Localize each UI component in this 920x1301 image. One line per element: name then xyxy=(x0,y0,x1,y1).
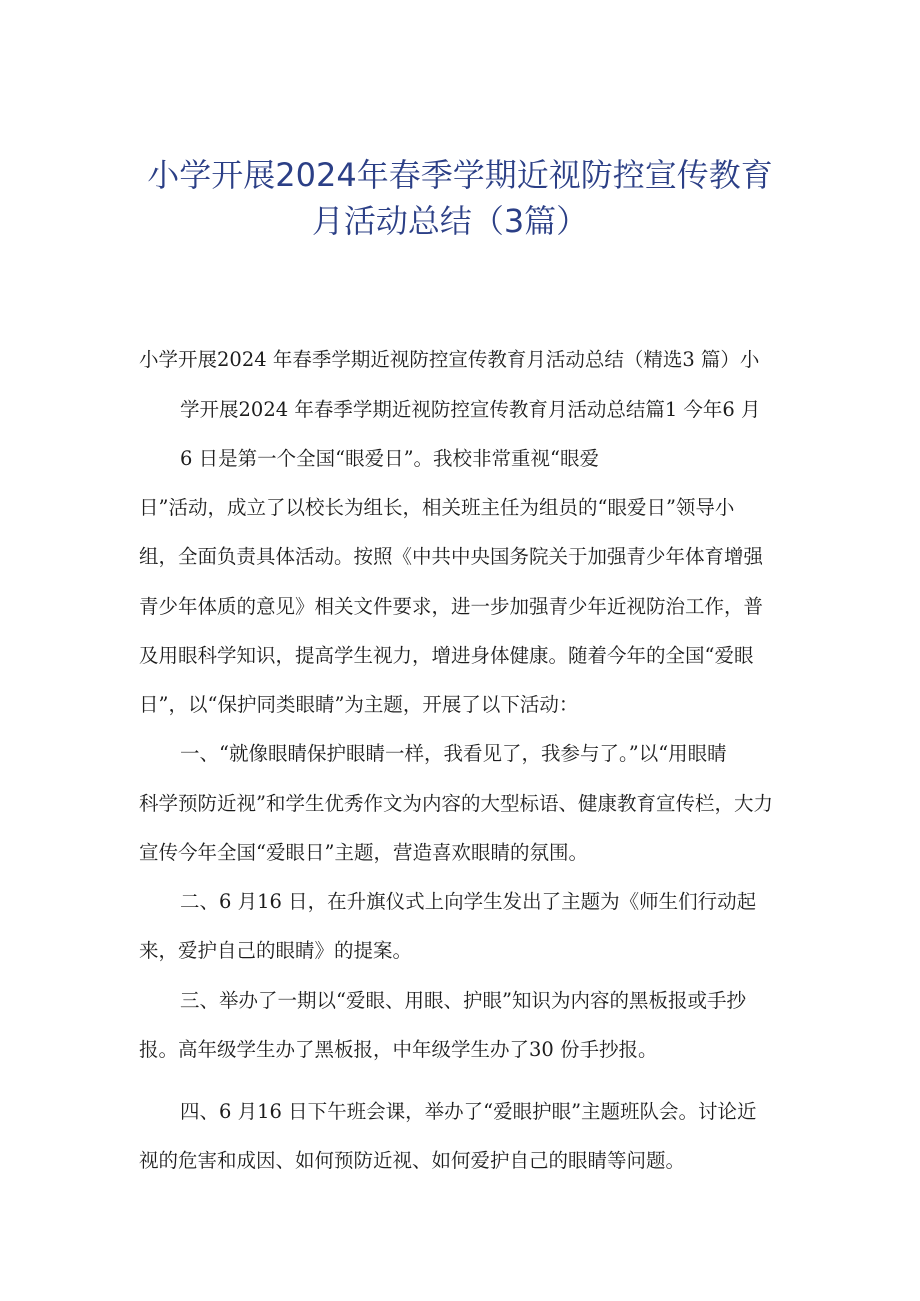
body-line-14: 三、举办了一期以“爱眼、用眼、护眼”知识为内容的黑板报或手抄 xyxy=(180,989,746,1012)
body-line-6: 青少年体质的意见》相关文件要求，进一步加强青少年近视防治工作，普 xyxy=(139,595,764,618)
body-line-1: 小学开展2024 年春季学期近视防控宣传教育月活动总结（精选3 篇）小 xyxy=(139,348,760,371)
body-line-9: 一、“就像眼睛保护眼睛一样，我看见了，我参与了。”以“用眼睛 xyxy=(180,742,727,765)
body-line-3: 6 日是第一个全国“眼爱日”。我校非常重视“眼爱 xyxy=(180,447,600,470)
body-line-12: 二、6 月16 日，在升旗仪式上向学生发出了主题为《师生们行动起 xyxy=(180,890,757,913)
body-line-13: 来，爱护自己的眼睛》的提案。 xyxy=(139,939,413,962)
body-line-10: 科学预防近视”和学生优秀作文为内容的大型标语、健康教育宣传栏，大力 xyxy=(139,792,773,815)
body-line-11: 宣传今年全国“爱眼日”主题，营造喜欢眼睛的氛围。 xyxy=(139,841,588,864)
document-title-line-2: 月活动总结（3篇） xyxy=(311,202,589,240)
body-line-8: 日”，以“保护同类眼睛”为主题，开展了以下活动： xyxy=(139,693,579,716)
body-line-4: 日”活动，成立了以校长为组长，相关班主任为组员的“眼爱日”领导小 xyxy=(139,496,735,519)
body-line-7: 及用眼科学知识，提高学生视力，增进身体健康。随着今年的全国“爱眼 xyxy=(139,644,754,667)
body-line-17: 视的危害和成因、如何预防近视、如何爱护自己的眼睛等问题。 xyxy=(139,1149,686,1172)
document-title-line-1: 小学开展2024年春季学期近视防控宣传教育 xyxy=(147,156,773,194)
body-line-16: 四、6 月16 日下午班会课，举办了“爱眼护眼”主题班队会。讨论近 xyxy=(180,1100,757,1123)
body-line-5: 组，全面负责具体活动。按照《中共中央国务院关于加强青少年体育增强 xyxy=(139,545,764,568)
body-line-15: 报。高年级学生办了黑板报，中年级学生办了30 份手抄报。 xyxy=(139,1038,658,1061)
body-line-2: 学开展2024 年春季学期近视防控宣传教育月活动总结篇1 今年6 月 xyxy=(180,398,761,421)
